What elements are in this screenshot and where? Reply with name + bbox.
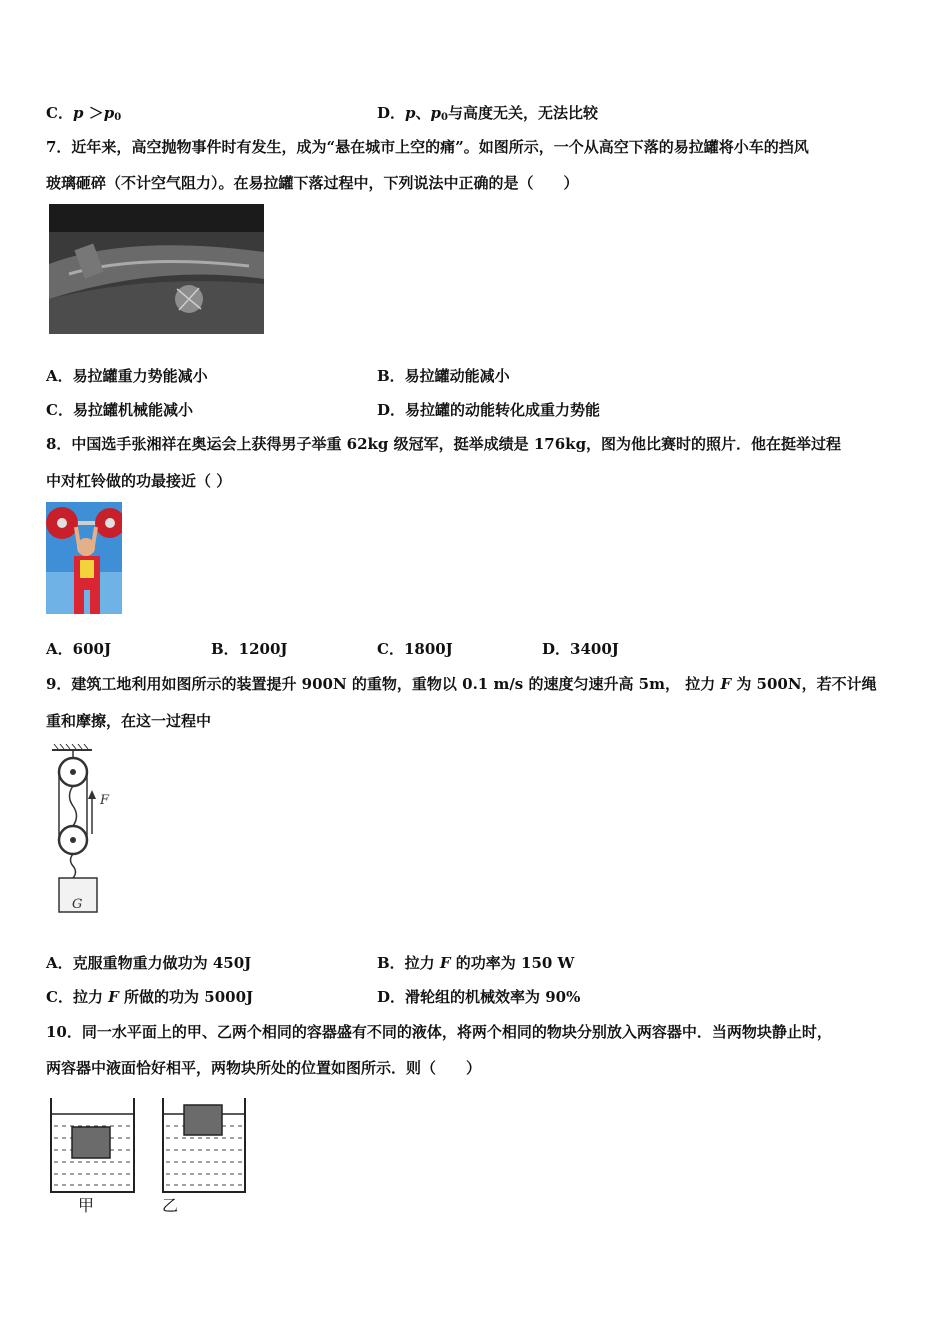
q8-stem-line2: 中对杠铃做的功最接近（ ） <box>46 472 232 490</box>
q8-weightlifter-photo <box>46 502 122 614</box>
q8-stem-line1: 8．中国选手张湘祥在奥运会上获得男子举重 62kg 级冠军，挺举成绩是 176kg，图为他比赛时的照片．他在挺举过程 <box>46 435 842 453</box>
q7-car-windshield-photo <box>49 204 264 334</box>
q7-option-b: B．易拉罐动能减小 <box>377 367 510 385</box>
q10-stem-line1: 10．同一水平面上的甲、乙两个相同的容器盛有不同的液体，将两个相同的物块分别放入两容器中．当两物块静止时， <box>46 1023 832 1041</box>
q9-stem-line1: 9．建筑工地利用如图所示的装置提升 900N 的重物，重物以 0.1 m/s 的速度匀速升高 5m， 拉力 F 为 500N，若不计绳 <box>46 675 877 693</box>
q8-option-a: A．600J <box>46 640 112 658</box>
q6-option-d: D．p、$p_0$与高度无关，无法比较 <box>377 104 599 123</box>
q9-option-d: D．滑轮组的机械效率为 90% <box>377 988 581 1006</box>
q8-option-d: D．3400J <box>542 640 619 658</box>
q10-label-yi: 乙 <box>162 1196 179 1215</box>
q8-option-c: C．1800J <box>377 640 453 658</box>
q7-option-d: D．易拉罐的动能转化成重力势能 <box>377 401 601 419</box>
q7-option-c: C．易拉罐机械能减小 <box>46 401 193 419</box>
q9-option-a: A．克服重物重力做功为 450J <box>46 954 252 972</box>
q10-stem-line2: 两容器中液面恰好相平，两物块所处的位置如图所示．则（ ） <box>46 1059 482 1077</box>
q10-label-jia: 甲 <box>78 1196 95 1215</box>
q7-stem-line2: 玻璃砸碎（不计空气阻力）。在易拉罐下落过程中，下列说法中正确的是（ ） <box>46 174 579 192</box>
q7-stem-line1: 7．近年来，高空抛物事件时有发生，成为“悬在城市上空的痛”。如图所示，一个从高空下落的易拉罐将小车的挡风 <box>46 138 809 156</box>
container-yi <box>163 1098 245 1192</box>
q7-option-a: A．易拉罐重力势能减小 <box>46 367 208 385</box>
q9-option-b: B．拉力 F 的功率为 150 W <box>377 954 575 972</box>
q9-pulley-diagram <box>48 744 124 916</box>
q6-option-c: C．$p >p_0$ <box>46 104 122 123</box>
q9-force-label: F <box>100 793 110 808</box>
q8-option-b: B．1200J <box>211 640 288 658</box>
q9-weight-label: G <box>72 897 83 912</box>
q9-stem-line2: 重和摩擦，在这一过程中 <box>46 712 212 730</box>
container-jia <box>51 1098 134 1192</box>
q9-option-c: C．拉力 F 所做的功为 5000J <box>46 988 254 1006</box>
